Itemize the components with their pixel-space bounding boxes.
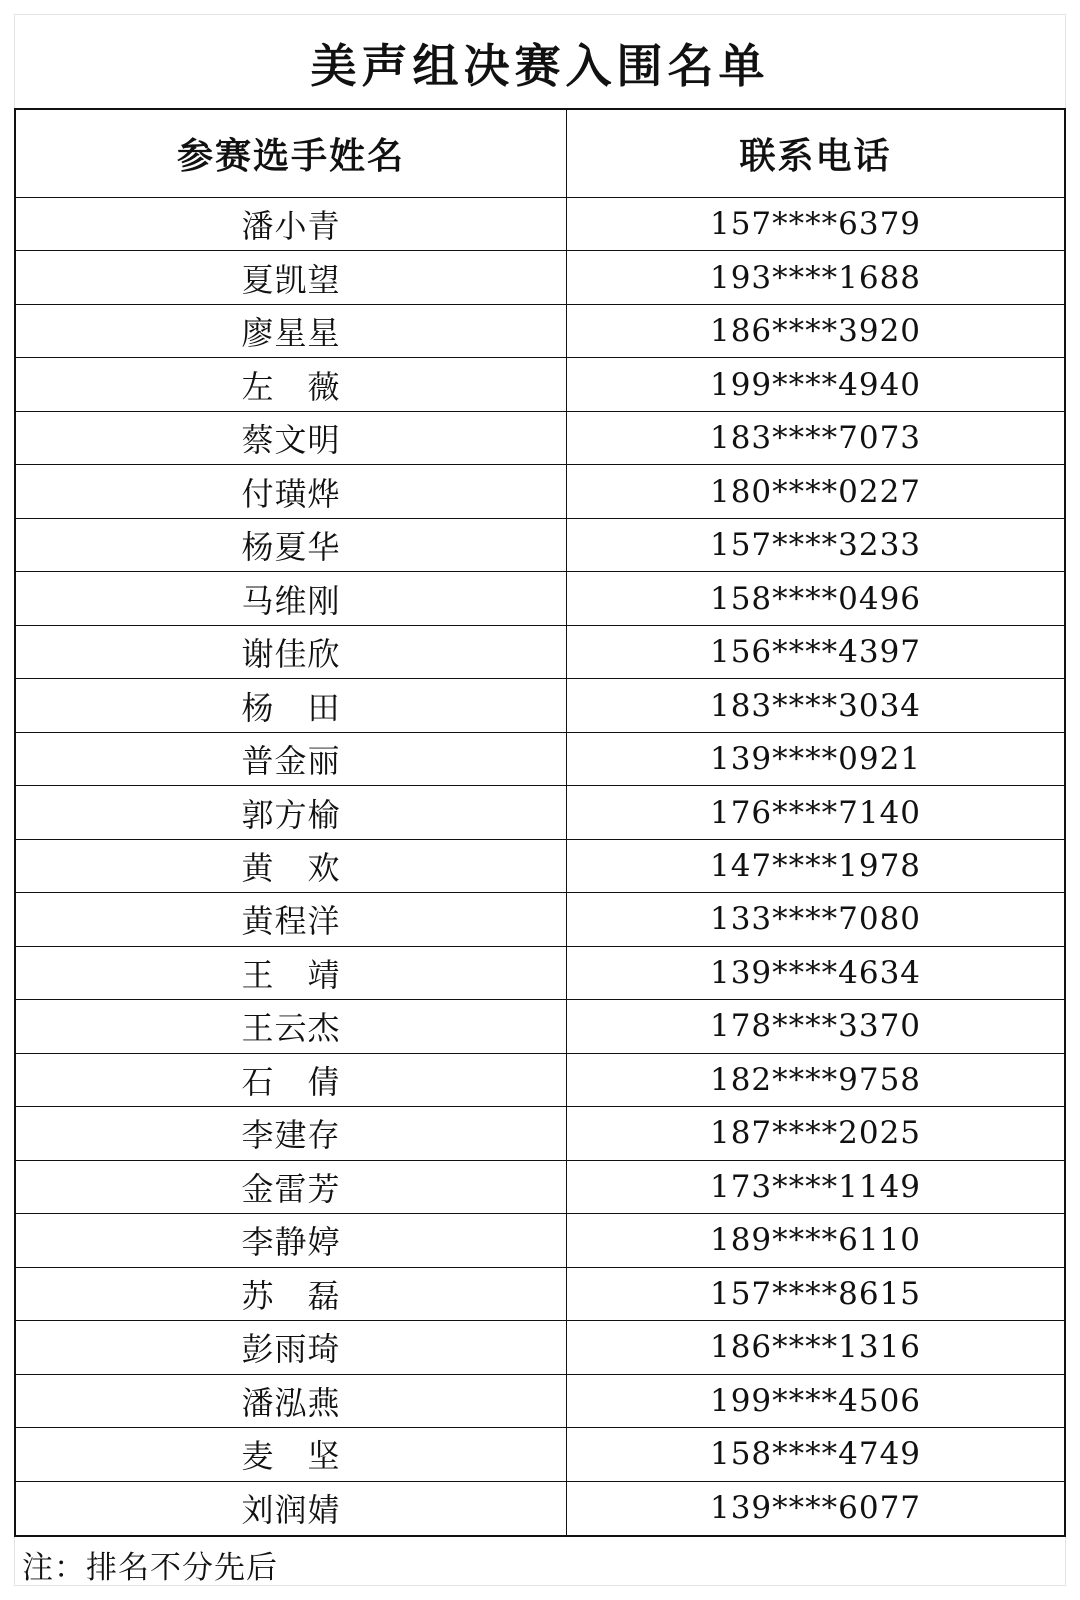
contact-phone: 133****7080 bbox=[567, 893, 1064, 946]
contestant-name: 刘润婧 bbox=[16, 1482, 567, 1535]
contestant-name: 马维刚 bbox=[16, 572, 567, 625]
contestant-name: 李静婷 bbox=[16, 1214, 567, 1267]
contestant-name: 金雷芳 bbox=[16, 1161, 567, 1214]
contestant-name: 蔡文明 bbox=[16, 412, 567, 465]
contestant-name: 黄 欢 bbox=[16, 840, 567, 893]
contestant-name: 郭方榆 bbox=[16, 786, 567, 839]
contact-phone: 176****7140 bbox=[567, 786, 1064, 839]
contestant-name: 苏 磊 bbox=[16, 1268, 567, 1321]
contact-phone: 183****7073 bbox=[567, 412, 1064, 465]
contact-phone: 139****6077 bbox=[709, 1490, 922, 1527]
contact-phone: 158****0496 bbox=[567, 572, 1064, 625]
contact-phone: 158****4749 bbox=[567, 1428, 1064, 1481]
contestant-name: 廖星星 bbox=[16, 305, 567, 358]
contestant-name: 黄程洋 bbox=[16, 893, 567, 946]
contact-phone: 183****3034 bbox=[567, 679, 1064, 732]
contestant-name: 左 薇 bbox=[16, 358, 567, 411]
contact-phone: 157****3233 bbox=[567, 519, 1064, 572]
finalist-table bbox=[14, 108, 1066, 1537]
document-title: 美声组决赛入围名单 bbox=[310, 39, 770, 93]
contestant-name: 李建存 bbox=[16, 1107, 567, 1160]
contact-phone: 180****0227 bbox=[567, 465, 1064, 518]
contact-phone: 193****1688 bbox=[567, 251, 1064, 304]
contestant-name: 普金丽 bbox=[16, 733, 567, 786]
contact-phone: 186****1316 bbox=[567, 1321, 1064, 1374]
contact-phone: 157****6379 bbox=[567, 198, 1064, 251]
contestant-name: 潘泓燕 bbox=[16, 1375, 567, 1428]
contestant-name: 石 倩 bbox=[16, 1054, 567, 1107]
contestant-name: 彭雨琦 bbox=[16, 1321, 567, 1374]
contact-phone: 182****9758 bbox=[567, 1054, 1064, 1107]
contact-phone: 139****0921 bbox=[567, 733, 1064, 786]
contact-phone: 157****8615 bbox=[567, 1268, 1064, 1321]
contestant-name: 王云杰 bbox=[16, 1000, 567, 1053]
contestant-name: 夏凯望 bbox=[16, 251, 567, 304]
contact-phone: 156****4397 bbox=[567, 626, 1064, 679]
column-header-name: 参赛选手姓名 bbox=[16, 110, 567, 198]
contact-phone: 139****4634 bbox=[567, 947, 1064, 1000]
contestant-name: 杨夏华 bbox=[16, 519, 567, 572]
contact-phone: 173****1149 bbox=[567, 1161, 1064, 1214]
column-header-phone: 联系电话 bbox=[567, 110, 1064, 198]
contestant-name: 麦 坚 bbox=[16, 1428, 567, 1481]
contestant-name: 王 靖 bbox=[16, 947, 567, 1000]
ranking-note: 注：排名不分先后 bbox=[22, 1549, 278, 1586]
contact-phone: 187****2025 bbox=[567, 1107, 1064, 1160]
contestant-name: 谢佳欣 bbox=[16, 626, 567, 679]
contact-phone: 178****3370 bbox=[567, 1000, 1064, 1053]
contestant-name: 杨 田 bbox=[16, 679, 567, 732]
contact-phone: 199****4940 bbox=[567, 358, 1064, 411]
contestant-name: 潘小青 bbox=[16, 198, 567, 251]
contact-phone: 189****6110 bbox=[567, 1214, 1064, 1267]
contact-phone: 199****4506 bbox=[567, 1375, 1064, 1428]
contact-phone: 186****3920 bbox=[567, 305, 1064, 358]
contact-phone: 147****1978 bbox=[567, 840, 1064, 893]
contestant-name: 付璜烨 bbox=[16, 465, 567, 518]
